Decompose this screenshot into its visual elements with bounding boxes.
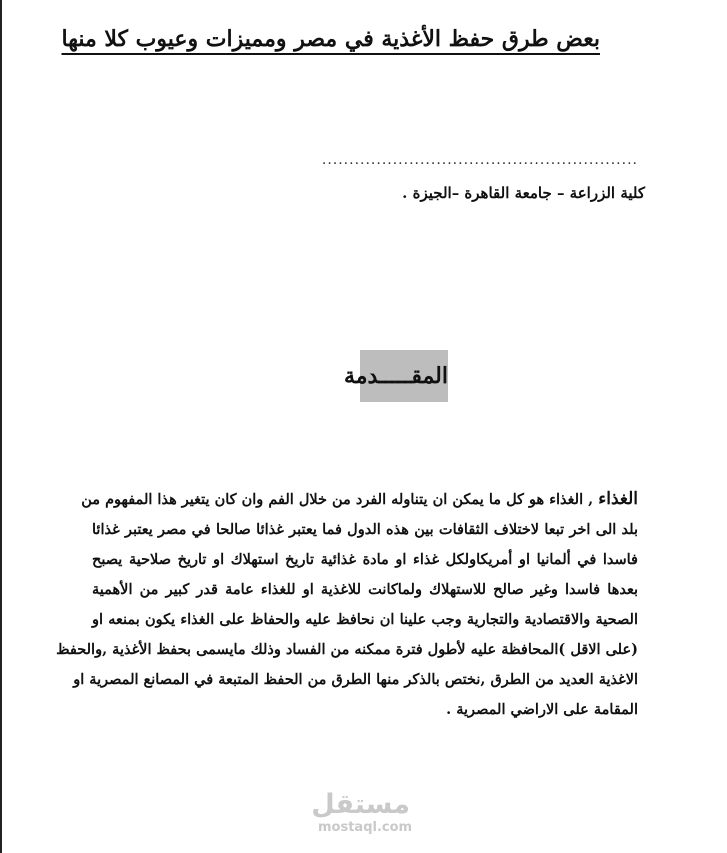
paragraph-line: بعدها فاسدا وغير صالح للاستهلاك ولماكانت للاغذية او للغذاء عامة قدر كبير من الأهمية bbox=[92, 581, 638, 598]
intro-paragraph bbox=[56, 484, 638, 725]
paragraph-line-text: , الغذاء هو كل ما يمكن ان يتناوله الفرد من خلال الفم وان كان يتغير هذا المفهوم من bbox=[81, 491, 599, 508]
page-left-border bbox=[0, 0, 2, 853]
paragraph-line: الصحية والاقتصادية والتجارية وجب علينا ان نحافظ عليه والحفاظ على الغذاء يكون بمنعه او bbox=[92, 611, 638, 628]
document-title: بعض طرق حفظ الأغذية في مصر ومميزات وعيوب كلا منها bbox=[61, 26, 600, 52]
paragraph-line-last: المقامة على الاراضي المصرية . bbox=[446, 701, 638, 718]
lead-word: الغذاء bbox=[598, 489, 638, 509]
watermark-url: mostaql.com bbox=[318, 820, 413, 835]
affiliation-line: كلية الزراعة – جامعة القاهرة –الجيزة . bbox=[402, 184, 645, 202]
paragraph-line bbox=[81, 484, 638, 515]
section-heading-introduction: المقـــــدمة bbox=[360, 350, 448, 402]
paragraph-line: (على الاقل )المحافظة عليه لأطول فترة ممكنه من الفساد وذلك مايسمى بحفظ الأغذية ,والحفظ bbox=[56, 641, 638, 658]
mostaql-watermark bbox=[311, 789, 413, 836]
author-placeholder-dots: .......................................................... bbox=[321, 152, 638, 168]
watermark-logo: مستقل bbox=[311, 789, 410, 820]
paragraph-line: الاغذية العديد من الطرق ,نختص بالذكر منها الطرق من الحفظ المتبعة في المصانع المصرية او bbox=[73, 671, 638, 688]
paragraph-line: فاسدا في ألمانيا او أمريكاولكل غذاء او مادة غذائية تاريخ استهلاك او تاريخ صلاحية يصبح bbox=[92, 551, 638, 568]
paragraph-line: بلد الى اخر تبعا لاختلاف الثقافات بين هذه الدول فما يعتبر غذائا صالحا في مصر يعتبر غذائا bbox=[92, 521, 638, 538]
